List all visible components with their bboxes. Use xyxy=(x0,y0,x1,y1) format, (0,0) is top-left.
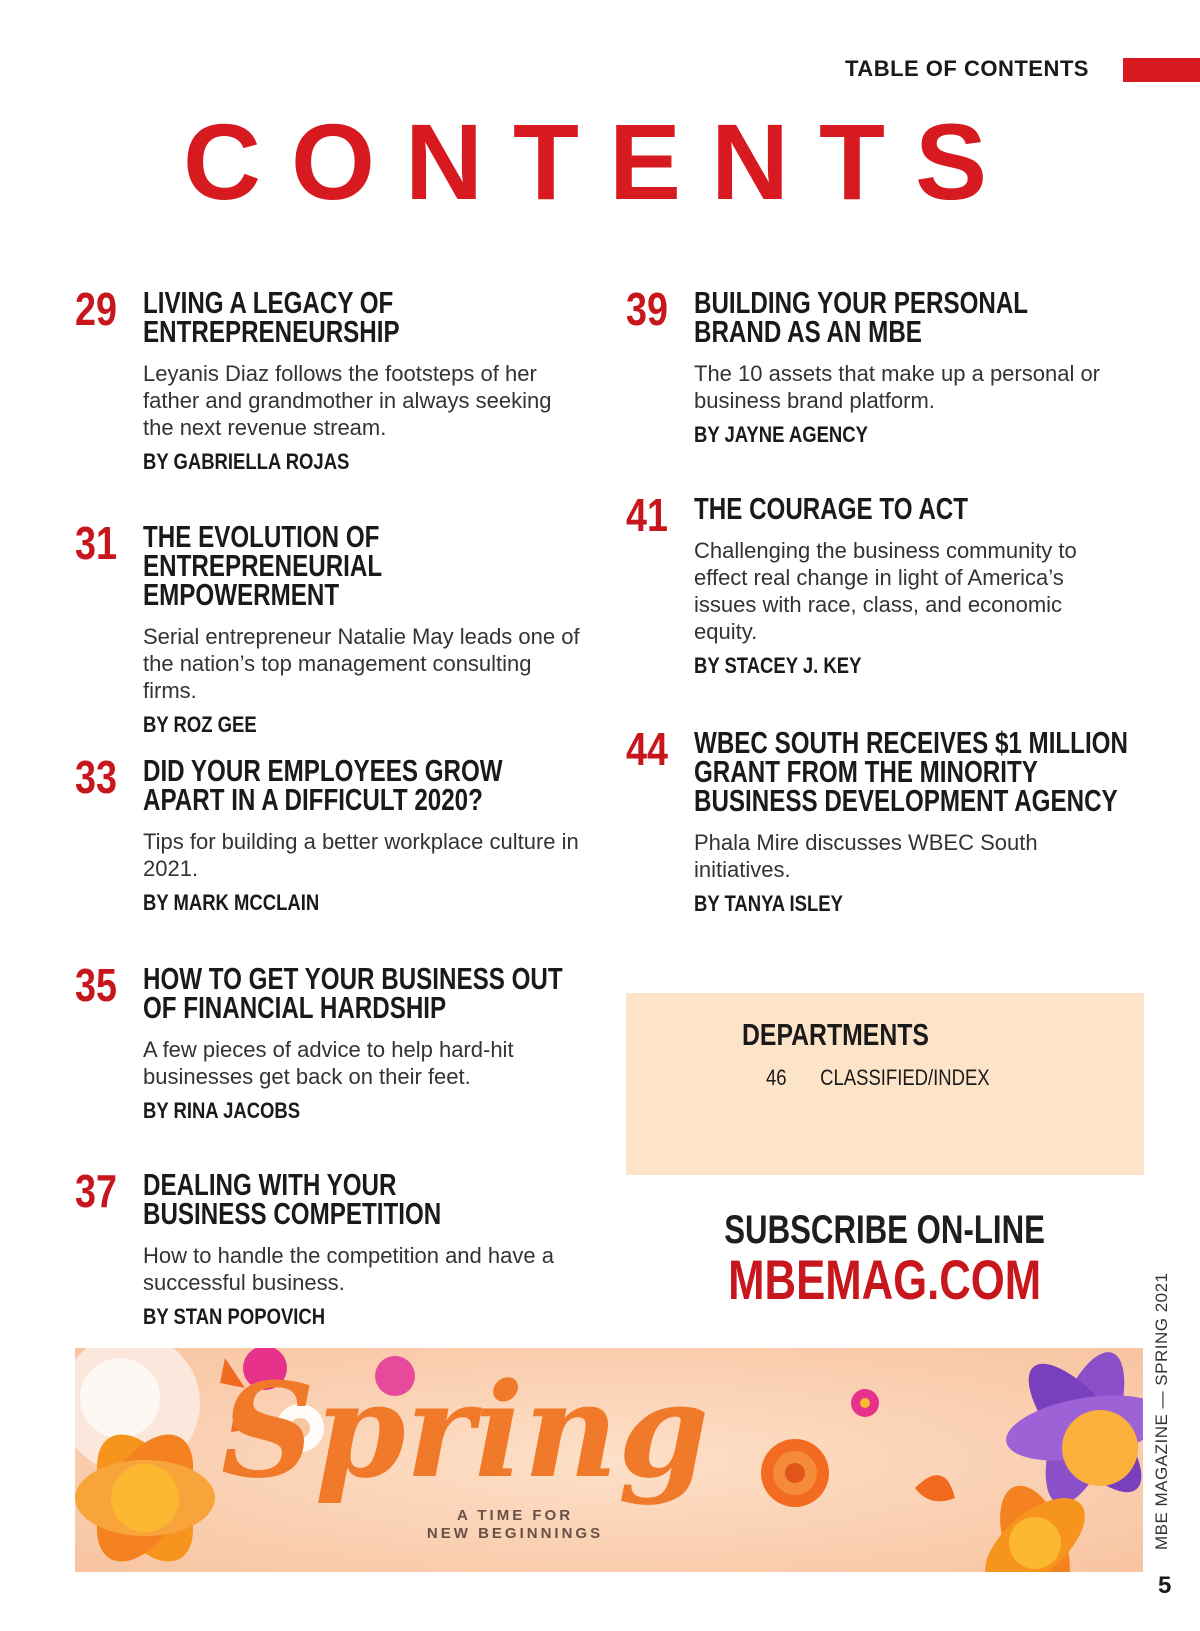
article-page-number: 35 xyxy=(75,959,117,1011)
article-title-line: BUILDING YOUR PERSONAL xyxy=(694,285,1029,320)
article-byline: BY ROZ GEE xyxy=(143,712,257,737)
article-description: Challenging the business community to effect real change in light of America’s issues with race, class, and economic equity. xyxy=(694,538,1077,644)
article-byline: BY STACEY J. KEY xyxy=(694,653,862,678)
article-page-number: 37 xyxy=(75,1165,117,1217)
banner-tagline-2: NEW BEGINNINGS xyxy=(426,1525,604,1542)
header-label: TABLE OF CONTENTS xyxy=(845,56,1089,81)
article-byline: BY RINA JACOBS xyxy=(143,1098,301,1123)
departments-title: DEPARTMENTS xyxy=(742,1017,929,1052)
article-description: Leyanis Diaz follows the footsteps of her father and grandmother in always seeking the next revenue stream. xyxy=(143,361,552,440)
article-39[interactable] xyxy=(626,283,1101,448)
article-33[interactable] xyxy=(75,751,579,916)
article-title-line: THE COURAGE TO ACT xyxy=(694,491,969,526)
article-title-line: LIVING A LEGACY OF xyxy=(143,285,394,320)
article-35[interactable] xyxy=(75,959,563,1124)
spring-banner xyxy=(75,1348,1143,1572)
department-item[interactable] xyxy=(766,1065,1023,1091)
article-title-line: GRANT FROM THE MINORITY xyxy=(694,754,1038,789)
subscribe-block xyxy=(626,1208,1144,1312)
subscribe-heading: SUBSCRIBE ON-LINE xyxy=(724,1208,1046,1252)
article-29[interactable] xyxy=(75,283,552,475)
article-title-line: ENTREPRENEURSHIP xyxy=(143,314,400,349)
page-title: CONTENTS xyxy=(183,101,1017,222)
article-title-line: OF FINANCIAL HARDSHIP xyxy=(143,990,447,1025)
article-title-line: HOW TO GET YOUR BUSINESS OUT xyxy=(143,961,563,996)
article-description: Tips for building a better workplace culture in 2021. xyxy=(143,829,579,881)
subscribe-url[interactable]: MBEMAG.COM xyxy=(728,1248,1042,1311)
article-title-line: DEALING WITH YOUR xyxy=(143,1167,397,1202)
article-byline: BY JAYNE AGENCY xyxy=(694,422,868,447)
department-page-number: 46 xyxy=(766,1065,787,1090)
department-label: CLASSIFIED/INDEX xyxy=(820,1065,990,1090)
article-page-number: 31 xyxy=(75,517,117,569)
article-title-line: APART IN A DIFFICULT 2020? xyxy=(143,782,483,817)
article-description: A few pieces of advice to help hard-hit businesses get back on their feet. xyxy=(143,1037,514,1089)
header-accent-bar xyxy=(1123,58,1200,82)
article-byline: BY MARK MCCLAIN xyxy=(143,890,320,915)
page-number: 5 xyxy=(1158,1572,1172,1599)
article-44[interactable] xyxy=(626,723,1128,917)
departments-box xyxy=(626,993,1144,1175)
article-title-line: ENTREPRENEURIAL EMPOWERMENT xyxy=(143,548,382,612)
side-running-footer: MBE MAGAZINE — SPRING 2021 xyxy=(1152,1272,1171,1550)
article-41[interactable] xyxy=(626,489,1096,679)
banner-artwork xyxy=(75,1348,1143,1572)
article-37[interactable] xyxy=(75,1165,554,1330)
article-title-line: BUSINESS COMPETITION xyxy=(143,1196,442,1231)
article-31[interactable] xyxy=(75,517,580,738)
flower-center-orange-icon xyxy=(761,1439,829,1507)
article-description: How to handle the competition and have a successful business. xyxy=(143,1243,554,1295)
article-page-number: 39 xyxy=(626,283,668,335)
article-page-number: 33 xyxy=(75,751,117,803)
article-description: The 10 assets that make up a personal or business brand platform. xyxy=(694,361,1101,413)
article-title-line: BUSINESS DEVELOPMENT AGENCY xyxy=(694,783,1118,818)
article-byline: BY GABRIELLA ROJAS xyxy=(143,449,350,474)
banner-headline: Spring xyxy=(220,1354,710,1507)
article-description: Phala Mire discusses WBEC South initiatives. xyxy=(694,830,1038,882)
article-title-line: THE EVOLUTION OF xyxy=(143,519,380,554)
article-description: Serial entrepreneur Natalie May leads one of the nation’s top management consulting firms. xyxy=(143,624,580,703)
article-page-number: 29 xyxy=(75,283,117,335)
article-title-line: WBEC SOUTH RECEIVES $1 MILLION xyxy=(694,725,1128,760)
article-page-number: 41 xyxy=(626,489,668,541)
article-page-number: 44 xyxy=(626,723,668,775)
article-byline: BY TANYA ISLEY xyxy=(694,891,843,916)
banner-tagline-1: A TIME FOR xyxy=(456,1507,574,1524)
article-title-line: BRAND AS AN MBE xyxy=(694,314,922,349)
article-title-line: DID YOUR EMPLOYEES GROW xyxy=(143,753,503,788)
article-byline: BY STAN POPOVICH xyxy=(143,1304,326,1329)
